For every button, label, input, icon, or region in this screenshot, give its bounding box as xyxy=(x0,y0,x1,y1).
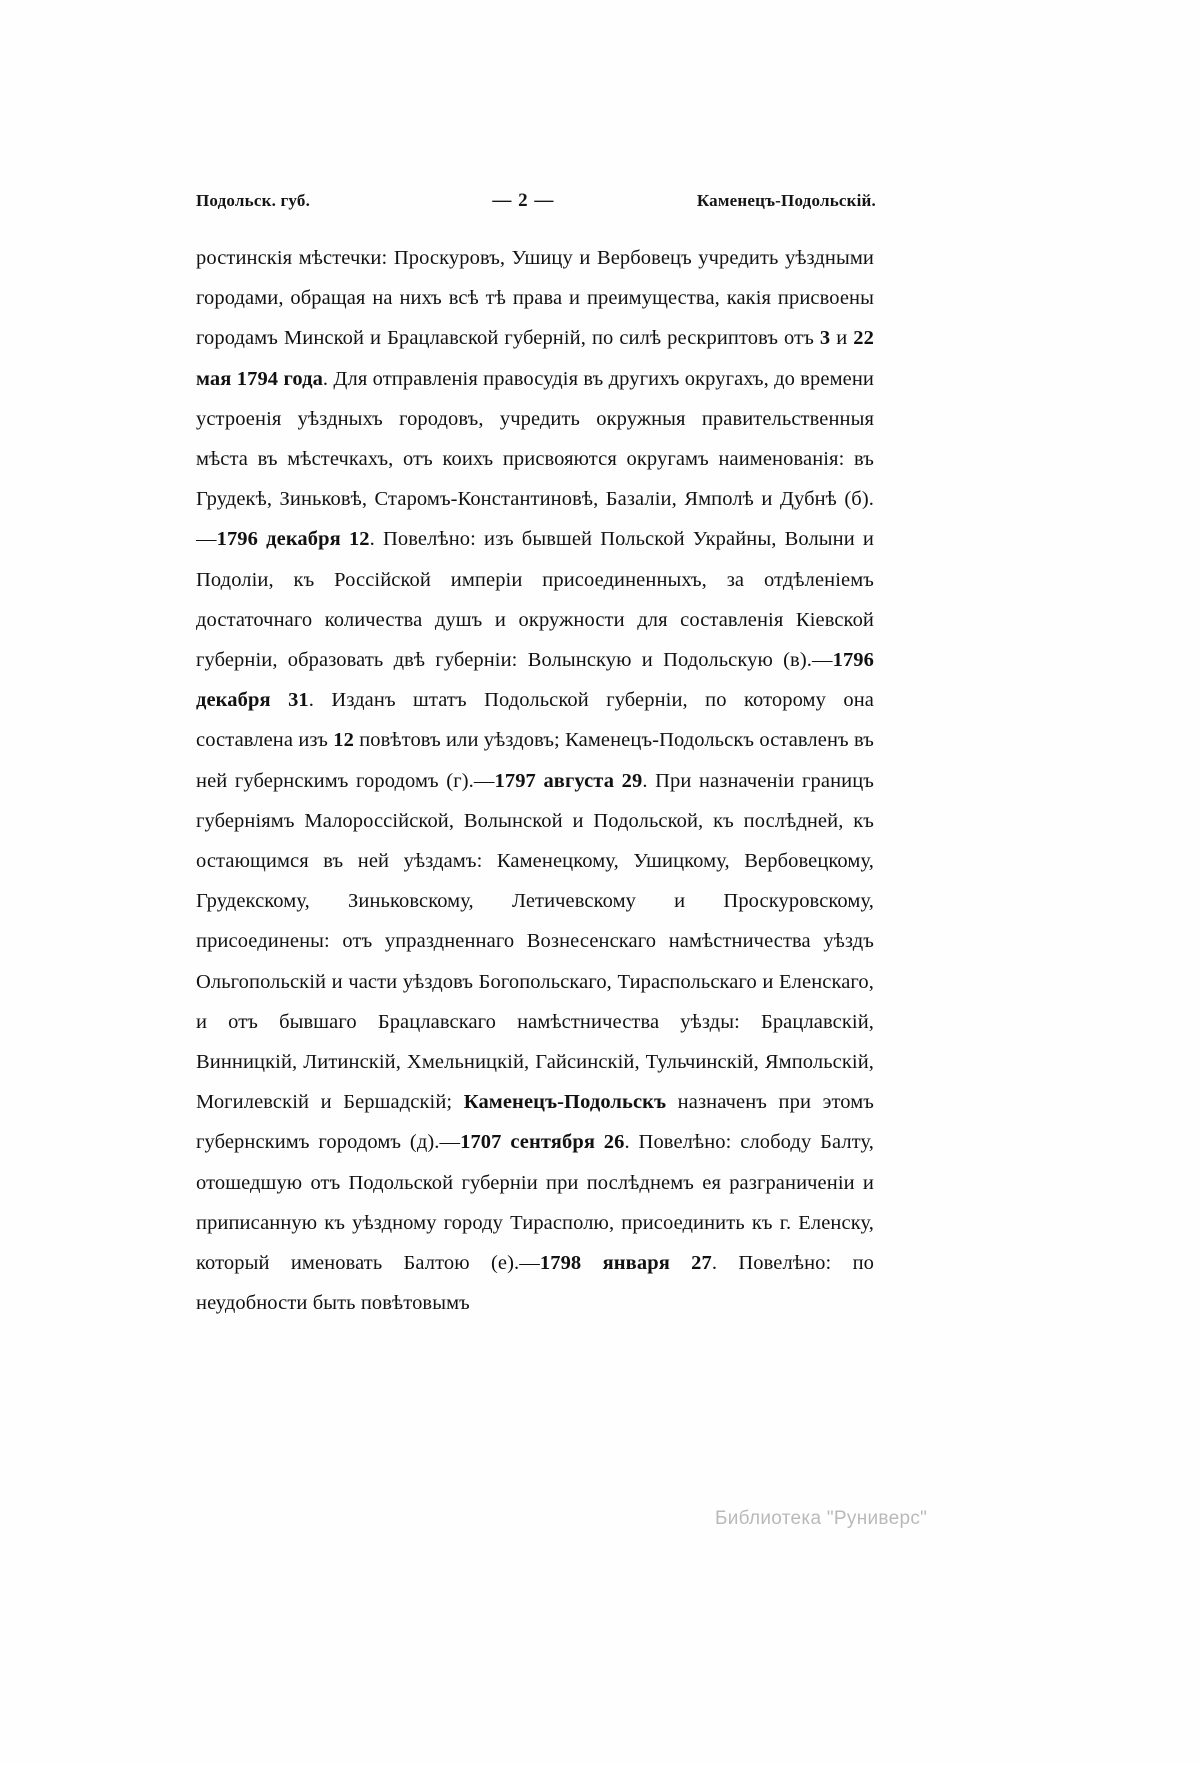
page-header xyxy=(196,190,876,212)
page-body-text: ростинскія мѣстечки: Проскуровъ, Ушицу и Вербовецъ учредить уѣздными городами, обращая на нихъ всѣ тѣ права и преимущества, какія присвоены городамъ Минской и Брацлавской губерній, по силѣ рескриптовъ отъ 3 и 22 мая 1794 года. Для отправленія правосудія въ другихъ округахъ, до времени устроенія уѣздныхъ городовъ, учредить окружныя правительственныя мѣста въ мѣстечкахъ, отъ коихъ присвояются округамъ наименованія: въ Грудекѣ, Зиньковѣ, Старомъ-Константиновѣ, Базаліи, Ямполѣ и Дубнѣ (б).—1796 декабря 12. Повелѣно: изъ бывшей Польской Украйны, Волыни и Подоліи, къ Россійской имперіи присоединенныхъ, за отдѣленіемъ достаточнаго количества душъ и окружности для составленія Кіевской губерніи, образовать двѣ губерніи: Волынскую и Подольскую (в).—1796 декабря 31. Изданъ штатъ Подольской губерніи, по которому она составлена изъ 12 повѣтовъ или уѣздовъ; Каменецъ-Подольскъ оставленъ въ ней губернскимъ городомъ (г).—1797 августа 29. При назначеніи границъ губерніямъ Малороссійской, Волынской и Подольской, къ послѣдней, къ остающимся въ ней уѣздамъ: Каменецкому, Ушицкому, Вербовецкому, Грудекскому, Зиньковскому, Летичевскому и Проскуровскому, присоединены: отъ упраздненнаго Вознесенскаго намѣстничества уѣздъ Ольгопольскій и части уѣздовъ Богопольскаго, Тираспольскаго и Еленскаго, и отъ бывшаго Брацлавскаго намѣстничества уѣзды: Брацлавскій, Винницкій, Литинскій, Хмельницкій, Гайсинскій, Тульчинскій, Ямпольскій, Могилевскій и Бершадскій; Каменецъ-Подольскъ назначенъ при этомъ губернскимъ городомъ (д).—1707 сентября 26. Повелѣно: слободу Балту, отошедшую отъ Подольской губерніи при послѣднемъ ея разграниченіи и приписанную къ уѣздному городу Тирасполю, присоединить къ г. Еленску, который именовать Балтою (е).—1798 января 27. Повелѣно: по неудобности быть повѣтовымъ xyxy=(196,247,875,1315)
page-number: — 2 — xyxy=(492,190,555,211)
header-left-running-title: Подольск. губ. xyxy=(196,191,311,210)
library-watermark: Библиотека "Руниверс" xyxy=(715,1508,928,1529)
header-right-running-title: Каменецъ-Подольскій. xyxy=(696,191,876,210)
